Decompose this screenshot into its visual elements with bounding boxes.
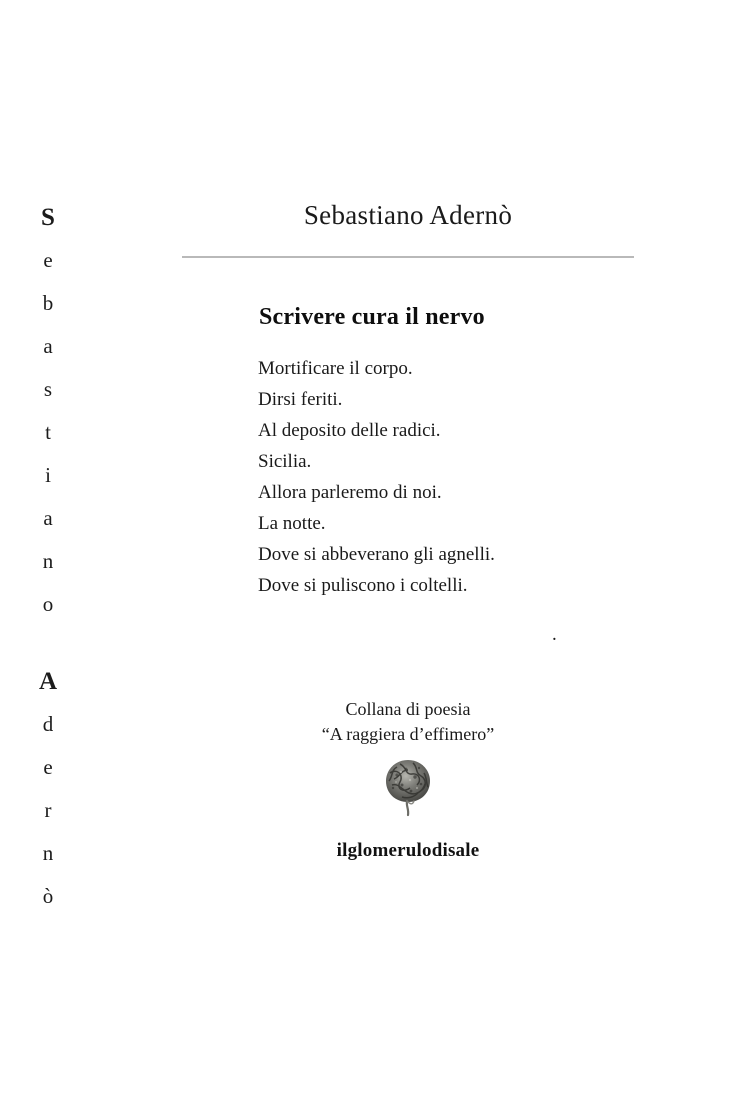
spine-letter: ò [42, 884, 54, 908]
poem-line: Mortificare il corpo. [258, 358, 413, 380]
spine-word-sebastiano [41, 196, 55, 626]
spine-letter: r [44, 798, 52, 822]
series-label: Collana di poesia [345, 699, 471, 720]
spine-letter: a [43, 334, 53, 358]
poem-title: Scrivere cura il nervo [259, 304, 485, 331]
glomerulus-logo-icon [380, 755, 436, 817]
spine-letter: i [45, 463, 51, 487]
poem-line: Dove si puliscono i coltelli. [258, 575, 468, 597]
spine-author-vertical [0, 196, 96, 918]
spine-letter: b [42, 291, 54, 315]
colophon [182, 697, 634, 862]
spine-letter: e [43, 248, 53, 272]
poem-line: Al deposito delle radici. [258, 420, 441, 442]
main-column [182, 0, 634, 862]
poem-line: Dove si abbeverano gli agnelli. [258, 544, 495, 566]
publisher-logo-wrap [182, 755, 634, 817]
spine-letter: A [38, 668, 58, 695]
spine-letter: o [42, 592, 54, 616]
spine-letter: d [42, 712, 54, 736]
spine-word-aderno [39, 660, 57, 918]
author-name-heading: Sebastiano Adernò [303, 200, 513, 230]
spine-letter: n [42, 549, 54, 573]
poem-line: Sicilia. [258, 451, 312, 473]
poem-line: Dirsi feriti. [258, 389, 343, 411]
poem-line: La notte. [258, 513, 326, 535]
spine-letter: s [43, 377, 53, 401]
spine-letter: t [45, 420, 51, 444]
spine-letter: S [41, 204, 55, 231]
stray-period-mark: . [552, 624, 557, 646]
spine-letter: a [43, 506, 53, 530]
publisher-imprint-name: ilglomerulodisale [336, 840, 480, 862]
spine-letter: n [42, 841, 54, 865]
poem-line: Allora parleremo di noi. [258, 482, 442, 504]
poem-body [258, 353, 634, 601]
series-title: “A raggiera d’effimero” [321, 724, 495, 745]
horizontal-divider [182, 256, 634, 258]
spine-letter: e [43, 755, 53, 779]
